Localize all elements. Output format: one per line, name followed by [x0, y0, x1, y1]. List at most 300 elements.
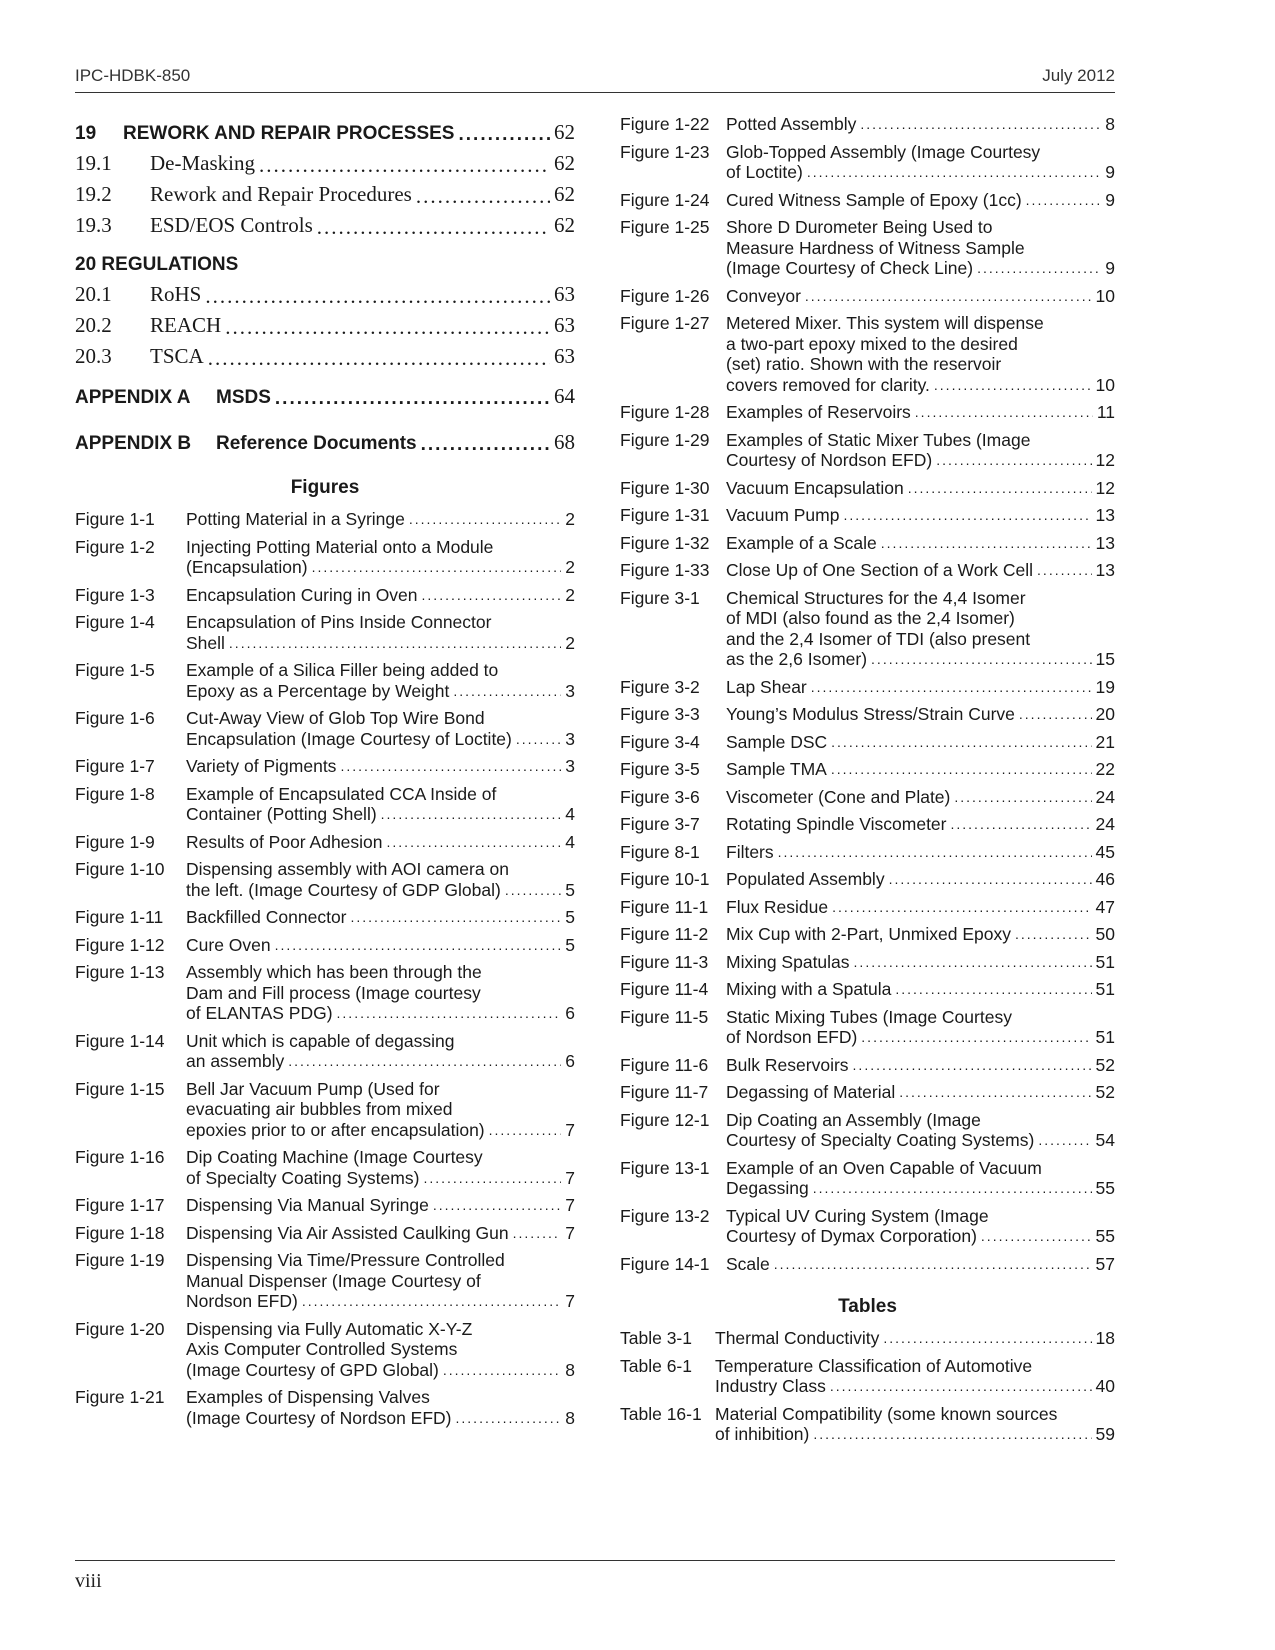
- page-number: 4: [565, 831, 575, 852]
- page-number: 62: [554, 120, 575, 144]
- entry-caption: [726, 1007, 1115, 1048]
- figure-entry[interactable]: [620, 1082, 1115, 1103]
- caption-line: Encapsulation Curing in Oven: [186, 584, 418, 605]
- caption-line: Bulk Reservoirs: [726, 1054, 849, 1075]
- entry-caption: [726, 1158, 1115, 1199]
- subsection-number: 19.3: [75, 213, 112, 237]
- figure-label: Figure 1-33: [620, 560, 710, 580]
- caption-line: Young’s Modulus Stress/Strain Curve: [726, 704, 1015, 724]
- caption-last-line: [186, 1051, 575, 1072]
- dot-leader: [895, 979, 1091, 1000]
- page-number: 11: [1096, 402, 1115, 422]
- entry-caption: [186, 660, 575, 701]
- page-number: 13: [1095, 505, 1115, 525]
- figure-entry[interactable]: [620, 1055, 1115, 1076]
- caption-last-line: [726, 704, 1115, 725]
- dot-leader: [908, 478, 1092, 499]
- dot-leader: [208, 346, 550, 369]
- page-number: 63: [554, 313, 575, 337]
- figure-label: Figure 1-26: [620, 285, 710, 306]
- figure-entry[interactable]: [620, 677, 1115, 698]
- toc-subsection[interactable]: [75, 338, 575, 369]
- page-number: 52: [1095, 1082, 1115, 1102]
- caption-line: Variety of Pigments: [186, 756, 337, 776]
- figure-entry[interactable]: [620, 814, 1115, 835]
- figure-label: Figure 1-1: [75, 509, 155, 529]
- entry-caption: [726, 142, 1115, 183]
- caption-last-line: [186, 880, 575, 901]
- page-number: 18: [1095, 1328, 1115, 1348]
- toc-appendix-b[interactable]: [75, 425, 575, 455]
- dot-leader: [340, 756, 561, 777]
- caption-last-line: [726, 897, 1115, 918]
- dot-leader: [387, 832, 562, 853]
- figure-entry[interactable]: [620, 1254, 1115, 1275]
- entry-caption: [726, 478, 1115, 499]
- page-number: 5: [565, 879, 575, 900]
- figure-entry[interactable]: [620, 869, 1115, 890]
- table-label: Table 16-1: [620, 1403, 702, 1424]
- caption-line: Glob-Topped Assembly (Image Courtesy: [726, 141, 1041, 162]
- dot-leader: [807, 162, 1101, 183]
- figure-label: Figure 11-4: [620, 979, 709, 999]
- page-number: 63: [554, 344, 575, 368]
- caption-line: Courtesy of Specialty Coating Systems): [726, 1130, 1035, 1150]
- caption-line: Lap Shear: [726, 676, 807, 697]
- figure-label: Figure 1-27: [620, 313, 710, 333]
- entry-caption: [186, 509, 575, 530]
- page-number: 3: [565, 756, 575, 776]
- entry-caption: [715, 1356, 1115, 1397]
- entry-caption: [726, 1082, 1115, 1103]
- figure-label: Figure 1-18: [75, 1222, 165, 1243]
- entry-caption: [726, 787, 1115, 808]
- caption-last-line: [726, 190, 1115, 211]
- caption-last-line: [186, 804, 575, 825]
- entry-caption: [726, 677, 1115, 698]
- figure-entry[interactable]: [75, 832, 575, 853]
- caption-line: Vacuum Encapsulation: [726, 477, 904, 498]
- figure-entry[interactable]: [75, 1195, 575, 1216]
- caption-line: Cure Oven: [186, 934, 271, 955]
- figure-entry[interactable]: [620, 787, 1115, 808]
- dot-leader: [351, 907, 562, 928]
- page-header: [75, 64, 1115, 93]
- figure-label: Figure 1-10: [75, 859, 165, 879]
- dot-leader: [288, 1051, 561, 1072]
- figure-label: Figure 1-30: [620, 477, 710, 498]
- figure-label: Figure 1-23: [620, 141, 710, 162]
- figure-entry[interactable]: [620, 430, 1115, 471]
- caption-last-line: [715, 1328, 1115, 1349]
- toc-section-19[interactable]: [75, 114, 575, 145]
- figure-label: Figure 1-29: [620, 429, 710, 450]
- figure-entry[interactable]: [620, 924, 1115, 945]
- figure-entry[interactable]: [620, 114, 1115, 135]
- figure-label: Figure 1-21: [75, 1387, 165, 1407]
- caption-line: the left. (Image Courtesy of GDP Global): [186, 879, 501, 900]
- dot-leader: [513, 1223, 562, 1244]
- caption-line: an assembly: [186, 1051, 285, 1071]
- entry-caption: [726, 924, 1115, 945]
- figure-entry[interactable]: [620, 732, 1115, 753]
- caption-last-line: [186, 729, 575, 750]
- entry-caption: [726, 588, 1115, 670]
- caption-last-line: [186, 1003, 575, 1024]
- subsection-number: 19.1: [75, 151, 112, 175]
- toc-appendix-a[interactable]: [75, 379, 575, 409]
- caption-line: Temperature Classification of Automotive: [715, 1355, 1033, 1376]
- page-number: 47: [1095, 896, 1115, 917]
- toc-subsection[interactable]: [75, 176, 575, 207]
- dot-leader: [860, 114, 1101, 135]
- figure-entry[interactable]: [620, 1206, 1115, 1247]
- figure-label: Figure 1-19: [75, 1250, 165, 1270]
- page-number: 9: [1105, 258, 1115, 278]
- page-number: 55: [1095, 1178, 1115, 1198]
- dot-leader: [1038, 1130, 1091, 1151]
- entry-caption: [726, 869, 1115, 890]
- caption-line: Courtesy of Nordson EFD): [726, 450, 933, 470]
- caption-line: Cured Witness Sample of Epoxy (1cc): [726, 189, 1022, 210]
- figure-entry[interactable]: [75, 859, 575, 900]
- caption-last-line: [726, 114, 1115, 135]
- figure-entry[interactable]: [620, 533, 1115, 554]
- page-number: 5: [565, 934, 575, 955]
- figure-entry[interactable]: [75, 708, 575, 749]
- caption-line: Viscometer (Cone and Plate): [726, 786, 951, 807]
- entry-caption: [186, 832, 575, 853]
- figure-entry[interactable]: [75, 612, 575, 653]
- dot-leader: [337, 1003, 562, 1024]
- figure-label: Figure 12-1: [620, 1109, 710, 1130]
- caption-last-line: [726, 1055, 1115, 1076]
- page-number: 21: [1095, 731, 1115, 752]
- figure-entry[interactable]: [75, 537, 575, 578]
- dot-leader: [225, 315, 550, 338]
- caption-line: Dam and Fill process (Image courtesy: [186, 982, 481, 1003]
- caption-line: Encapsulation of Pins Inside Connector: [186, 612, 492, 632]
- page-number: 12: [1095, 450, 1115, 470]
- figure-entry[interactable]: [620, 505, 1115, 526]
- entry-caption: [186, 1031, 575, 1072]
- entry-caption: [726, 732, 1115, 753]
- figure-label: Figure 1-7: [75, 756, 155, 776]
- figure-label: Figure 1-9: [75, 831, 155, 852]
- dot-leader: [831, 732, 1091, 753]
- entry-caption: [186, 612, 575, 653]
- toc-subsection[interactable]: [75, 207, 575, 238]
- table-entry[interactable]: [620, 1328, 1115, 1349]
- toc-subsection[interactable]: [75, 307, 575, 338]
- caption-line: Dispensing via Fully Automatic X-Y-Z: [186, 1318, 473, 1339]
- caption-line: of ELANTAS PDG): [186, 1003, 333, 1023]
- dot-leader: [954, 787, 1091, 808]
- caption-line: a two-part epoxy mixed to the desired: [726, 333, 1018, 354]
- caption-last-line: [186, 907, 575, 928]
- figure-entry[interactable]: [620, 704, 1115, 725]
- caption-line: Scale: [726, 1253, 770, 1274]
- subsection-number: 19.2: [75, 182, 112, 206]
- page-number: 6: [565, 1003, 575, 1023]
- page-number: 2: [565, 557, 575, 577]
- entry-caption: [186, 1147, 575, 1188]
- page-number: 52: [1095, 1054, 1115, 1075]
- caption-line: of inhibition): [715, 1424, 810, 1444]
- figure-entry[interactable]: [620, 1158, 1115, 1199]
- page-number: 55: [1095, 1226, 1115, 1246]
- figure-entry[interactable]: [75, 509, 575, 530]
- caption-line: Thermal Conductivity: [715, 1328, 880, 1348]
- caption-line: Filters: [726, 841, 774, 862]
- figure-label: Figure 11-2: [620, 924, 709, 944]
- caption-line: covers removed for clarity.: [726, 374, 930, 395]
- entry-caption: [726, 217, 1115, 279]
- caption-last-line: [726, 952, 1115, 973]
- dot-leader: [275, 935, 562, 956]
- subsection-title: ESD/EOS Controls: [150, 213, 313, 237]
- page-number: 64: [554, 384, 575, 408]
- figure-entry[interactable]: [620, 979, 1115, 1000]
- entry-caption: [726, 190, 1115, 211]
- figure-entry[interactable]: [75, 784, 575, 825]
- dot-leader: [312, 557, 562, 578]
- caption-line: Backfilled Connector: [186, 907, 347, 927]
- figure-entry[interactable]: [620, 560, 1115, 581]
- entry-caption: [186, 859, 575, 900]
- figure-entry[interactable]: [75, 756, 575, 777]
- caption-line: (set) ratio. Shown with the reservoir: [726, 354, 1002, 374]
- figure-label: Figure 3-3: [620, 704, 700, 724]
- figure-entry[interactable]: [620, 402, 1115, 423]
- dot-leader: [453, 681, 561, 702]
- caption-line: Examples of Static Mixer Tubes (Image: [726, 429, 1031, 450]
- figure-entry[interactable]: [620, 190, 1115, 211]
- caption-line: Dispensing Via Air Assisted Caulking Gun: [186, 1222, 509, 1243]
- caption-line: Sample TMA: [726, 759, 827, 779]
- entry-caption: [726, 979, 1115, 1000]
- caption-last-line: [186, 1408, 575, 1429]
- dot-leader: [881, 533, 1092, 554]
- figure-label: Figure 11-5: [620, 1006, 709, 1027]
- figure-entry[interactable]: [75, 1319, 575, 1381]
- figure-entry[interactable]: [620, 1110, 1115, 1151]
- entry-caption: [186, 708, 575, 749]
- subsection-title: RoHS: [150, 282, 202, 306]
- toc-subsection[interactable]: [75, 145, 575, 176]
- page-number: 50: [1095, 924, 1115, 944]
- caption-line: of Specialty Coating Systems): [186, 1167, 420, 1188]
- figure-entry[interactable]: [75, 585, 575, 606]
- dot-leader: [302, 1291, 561, 1312]
- caption-line: (Image Courtesy of GPD Global): [186, 1359, 439, 1380]
- caption-last-line: [726, 1226, 1115, 1247]
- figure-entry[interactable]: [620, 217, 1115, 279]
- dot-leader: [871, 649, 1091, 670]
- dot-leader: [811, 677, 1092, 698]
- caption-line: Typical UV Curing System (Image: [726, 1205, 989, 1226]
- figure-label: Figure 1-28: [620, 402, 710, 422]
- page-number: 4: [565, 804, 575, 824]
- figure-entry[interactable]: [620, 142, 1115, 183]
- figure-entry[interactable]: [620, 897, 1115, 918]
- figure-label: Figure 1-5: [75, 660, 155, 680]
- caption-line: Mix Cup with 2-Part, Unmixed Epoxy: [726, 924, 1011, 944]
- dot-leader: [831, 759, 1092, 780]
- table-label: Table 3-1: [620, 1328, 692, 1348]
- entry-caption: [726, 842, 1115, 863]
- figure-label: Figure 1-13: [75, 962, 165, 982]
- caption-last-line: [186, 1360, 575, 1381]
- page-number: 5: [565, 907, 575, 927]
- entry-caption: [726, 402, 1115, 423]
- caption-line: Chemical Structures for the 4,4 Isomer: [726, 587, 1026, 608]
- figure-entry[interactable]: [75, 660, 575, 701]
- dot-leader: [981, 1226, 1092, 1247]
- caption-last-line: [726, 478, 1115, 499]
- page-number: 13: [1095, 560, 1115, 580]
- dot-leader: [275, 388, 550, 409]
- dot-leader: [805, 286, 1092, 307]
- caption-line: Degassing: [726, 1178, 809, 1198]
- caption-last-line: [726, 560, 1115, 581]
- page-number: 45: [1095, 841, 1115, 862]
- entry-caption: [726, 759, 1115, 780]
- dot-leader: [409, 509, 561, 530]
- caption-line: Cut-Away View of Glob Top Wire Bond: [186, 708, 485, 728]
- figure-entry[interactable]: [620, 588, 1115, 670]
- figure-entry[interactable]: [75, 1079, 575, 1141]
- figure-label: Figure 14-1: [620, 1253, 710, 1274]
- figure-label: Figure 13-1: [620, 1157, 710, 1178]
- dot-leader: [422, 585, 562, 606]
- page-number: 9: [1105, 189, 1115, 210]
- page-number: 59: [1095, 1424, 1115, 1444]
- figure-entry[interactable]: [620, 313, 1115, 395]
- entry-caption: [726, 952, 1115, 973]
- entry-caption: [726, 533, 1115, 554]
- appendix-label: APPENDIX B: [75, 433, 192, 454]
- appendix-title: Reference Documents: [216, 433, 417, 454]
- figure-label: Figure 11-1: [620, 896, 709, 917]
- figure-label: Figure 3-4: [620, 731, 700, 752]
- caption-line: Encapsulation (Image Courtesy of Loctite): [186, 728, 512, 749]
- subsection-number: 20.2: [75, 313, 112, 337]
- entry-caption: [186, 935, 575, 956]
- caption-last-line: [726, 842, 1115, 863]
- figure-label: Figure 1-20: [75, 1318, 165, 1339]
- figure-entry[interactable]: [620, 478, 1115, 499]
- figure-entry[interactable]: [75, 1223, 575, 1244]
- dot-leader: [1015, 924, 1092, 945]
- dot-leader: [861, 1027, 1091, 1048]
- entry-caption: [726, 1254, 1115, 1275]
- page-number: 68: [554, 430, 575, 454]
- toc-section-20[interactable]: [75, 246, 575, 276]
- entry-caption: [726, 704, 1115, 725]
- caption-last-line: [726, 533, 1115, 554]
- figure-entry[interactable]: [620, 759, 1115, 780]
- entry-caption: [186, 1223, 575, 1244]
- caption-line: Bell Jar Vacuum Pump (Used for: [186, 1078, 440, 1099]
- figure-list-right: [620, 114, 1115, 1274]
- caption-last-line: [186, 1291, 575, 1312]
- figure-entry[interactable]: [620, 1007, 1115, 1048]
- caption-line: Populated Assembly: [726, 869, 885, 889]
- entry-caption: [726, 814, 1115, 835]
- dot-leader: [883, 1328, 1091, 1349]
- figure-label: Figure 3-6: [620, 786, 700, 807]
- entry-caption: [726, 313, 1115, 395]
- caption-last-line: [186, 681, 575, 702]
- entry-caption: [715, 1328, 1115, 1349]
- toc-subsection[interactable]: [75, 276, 575, 307]
- entry-caption: [726, 505, 1115, 526]
- section-title: REGULATIONS: [101, 254, 239, 275]
- figure-entry[interactable]: [75, 1387, 575, 1428]
- page-number: 63: [554, 282, 575, 306]
- figure-entry[interactable]: [75, 1250, 575, 1312]
- dot-leader: [778, 842, 1092, 863]
- figure-entry[interactable]: [620, 842, 1115, 863]
- caption-last-line: [186, 832, 575, 853]
- caption-line: evacuating air bubbles from mixed: [186, 1099, 453, 1119]
- page-number: 62: [554, 182, 575, 206]
- entry-caption: [726, 114, 1115, 135]
- entry-caption: [186, 1195, 575, 1216]
- table-entry[interactable]: [620, 1404, 1115, 1445]
- caption-last-line: [715, 1424, 1115, 1445]
- caption-last-line: [726, 258, 1115, 279]
- figure-label: Figure 3-1: [620, 587, 700, 608]
- figure-label: Figure 1-12: [75, 934, 165, 955]
- dot-leader: [381, 804, 562, 825]
- figure-entry[interactable]: [75, 962, 575, 1024]
- caption-line: Mixing with a Spatula: [726, 979, 892, 999]
- caption-line: Degassing of Material: [726, 1082, 896, 1102]
- caption-line: Nordson EFD): [186, 1291, 298, 1311]
- section-number: 20: [75, 254, 97, 275]
- dot-leader: [423, 1168, 561, 1189]
- caption-line: Potted Assembly: [726, 114, 857, 134]
- dot-leader: [813, 1424, 1091, 1445]
- figure-entry[interactable]: [75, 907, 575, 928]
- entry-caption: [186, 962, 575, 1024]
- dot-leader: [229, 633, 561, 654]
- caption-last-line: [726, 649, 1115, 670]
- table-label: Table 6-1: [620, 1355, 692, 1376]
- page-number: 51: [1095, 1027, 1115, 1047]
- caption-last-line: [726, 869, 1115, 890]
- figure-entry[interactable]: [75, 1147, 575, 1188]
- caption-line: Dispensing assembly with AOI camera on: [186, 859, 509, 879]
- page-number: 54: [1095, 1130, 1115, 1150]
- dot-leader: [458, 124, 550, 145]
- table-entry[interactable]: [620, 1356, 1115, 1397]
- figure-entry[interactable]: [75, 1031, 575, 1072]
- caption-line: (Image Courtesy of Check Line): [726, 258, 974, 278]
- subsection-number: 20.1: [75, 282, 112, 306]
- figure-entry[interactable]: [75, 935, 575, 956]
- figure-label: Figure 11-6: [620, 1054, 709, 1075]
- entry-caption: [726, 897, 1115, 918]
- page-number: 24: [1095, 786, 1115, 807]
- caption-last-line: [726, 162, 1115, 183]
- figure-entry[interactable]: [620, 286, 1115, 307]
- figure-label: Figure 11-7: [620, 1082, 709, 1102]
- figure-entry[interactable]: [620, 952, 1115, 973]
- figure-label: Figure 1-2: [75, 536, 155, 557]
